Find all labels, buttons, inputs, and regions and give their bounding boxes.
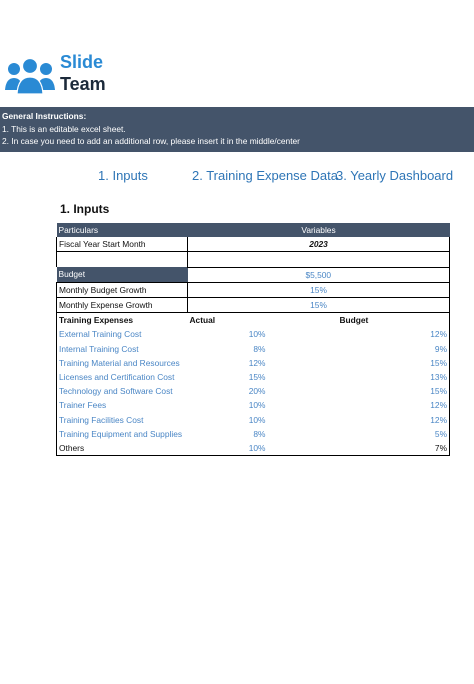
expense-budget[interactable]: 12% — [268, 327, 450, 341]
header-actual: Actual — [189, 315, 216, 326]
header-training-expenses: Training Expenses — [57, 313, 188, 328]
header-variables: Variables — [188, 223, 450, 237]
expense-row — [57, 370, 450, 384]
expense-rows — [57, 327, 450, 455]
nav-link-yearly-dashboard[interactable]: 3. Yearly Dashboard — [336, 168, 454, 183]
fiscal-year-row — [57, 237, 450, 252]
expense-budget[interactable]: 5% — [268, 427, 450, 441]
expense-name: Training Equipment and Supplies — [57, 427, 188, 441]
expense-name: Training Material and Resources — [57, 356, 188, 370]
monthly-budget-growth-row — [57, 282, 450, 297]
expense-budget[interactable]: 9% — [268, 342, 450, 356]
expense-name: Licenses and Certification Cost — [57, 370, 188, 384]
expense-row — [57, 384, 450, 398]
monthly-expense-growth-value[interactable]: 15% — [188, 297, 450, 312]
monthly-expense-growth-label: Monthly Expense Growth — [57, 297, 188, 312]
expense-row — [57, 356, 450, 370]
expense-budget[interactable]: 15% — [268, 384, 450, 398]
expense-row — [57, 427, 450, 441]
expense-actual[interactable]: 8% — [253, 428, 266, 439]
instruction-line-1: 1. This is an editable excel sheet. — [2, 123, 126, 134]
expense-row — [57, 398, 450, 412]
expense-actual[interactable]: 8% — [253, 343, 266, 354]
expense-row — [57, 412, 450, 426]
expense-name: Training Facilities Cost — [57, 412, 188, 426]
slideteam-logo — [5, 52, 135, 98]
expense-name: Internal Training Cost — [57, 342, 188, 356]
people-group-icon — [5, 56, 55, 96]
expense-budget[interactable]: 12% — [268, 398, 450, 412]
budget-row — [57, 267, 450, 282]
logo-text-slide: Slide — [60, 52, 104, 72]
section-title: 1. Inputs — [60, 202, 110, 216]
budget-label: Budget — [57, 267, 188, 282]
nav-link-inputs[interactable]: 1. Inputs — [98, 168, 148, 183]
expense-name: Technology and Software Cost — [57, 384, 188, 398]
fiscal-year-value[interactable]: 2023 — [188, 237, 450, 252]
expense-name: Trainer Fees — [57, 398, 188, 412]
expense-name: External Training Cost — [57, 327, 188, 341]
expense-actual[interactable]: 12% — [248, 357, 266, 368]
logo-text-team: Team — [60, 74, 106, 94]
expense-row — [57, 327, 450, 341]
expense-budget[interactable]: 7% — [268, 441, 450, 456]
expense-name: Others — [57, 441, 188, 456]
expense-budget[interactable]: 13% — [268, 370, 450, 384]
budget-value[interactable]: $5,500 — [188, 267, 450, 282]
monthly-budget-growth-label: Monthly Budget Growth — [57, 282, 188, 297]
header-particulars: Particulars — [57, 223, 188, 237]
instructions-banner — [0, 107, 474, 152]
nav-link-training-expense-data[interactable]: 2. Training Expense Data — [192, 168, 338, 183]
instruction-line-2: 2. In case you need to add an additional row, please insert it in the middle/center — [2, 136, 300, 147]
fiscal-year-label: Fiscal Year Start Month — [57, 237, 188, 252]
expense-actual[interactable]: 10% — [248, 400, 266, 411]
monthly-expense-growth-row — [57, 297, 450, 312]
expense-actual[interactable]: 10% — [248, 414, 266, 425]
inputs-table — [56, 223, 450, 456]
expense-row — [57, 441, 450, 456]
monthly-budget-growth-value[interactable]: 15% — [188, 282, 450, 297]
instructions-heading: General Instructions: — [2, 111, 87, 121]
expense-row — [57, 342, 450, 356]
spacer-row — [57, 252, 450, 267]
sheet-nav — [0, 168, 474, 186]
expenses-header-row — [57, 313, 450, 328]
expense-actual[interactable]: 10% — [248, 329, 266, 340]
inputs-header-row — [57, 223, 450, 237]
expense-actual[interactable]: 10% — [188, 441, 268, 456]
expense-budget[interactable]: 15% — [268, 356, 450, 370]
expense-actual[interactable]: 20% — [248, 386, 266, 397]
expense-budget[interactable]: 12% — [268, 412, 450, 426]
expense-actual[interactable]: 15% — [248, 371, 266, 382]
header-budget: Budget — [268, 313, 450, 328]
